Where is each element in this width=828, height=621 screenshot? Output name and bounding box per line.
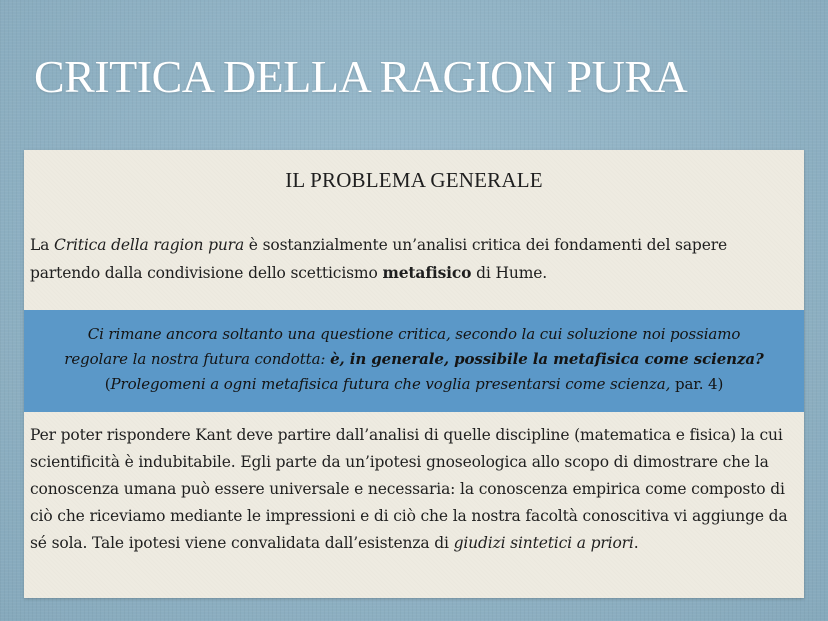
quote-citation-source: Prolegomeni a ogni metafisica futura che voglia presentarsi come scienza, bbox=[110, 375, 671, 393]
quote-line-2 bbox=[24, 347, 804, 372]
intro-keyword: metafisico bbox=[382, 263, 472, 282]
intro-text-2: è sostanzialmente un’analisi critica dei fondamenti del sapere partendo dalla condivisione dello scetticismo bbox=[30, 236, 728, 282]
quote-key-question: è, in generale, possibile la metafisica come scienza? bbox=[330, 350, 764, 368]
slide-title: CRITICA DELLA RAGION PURA bbox=[34, 51, 688, 102]
intro-paragraph bbox=[30, 232, 796, 287]
main-paragraph bbox=[30, 422, 796, 557]
content-panel bbox=[24, 150, 804, 598]
main-text-2: . bbox=[633, 534, 639, 552]
intro-text-1: La bbox=[30, 236, 55, 254]
intro-text-3: di Hume. bbox=[471, 264, 548, 282]
quote-citation bbox=[24, 372, 804, 397]
quote-box bbox=[24, 310, 804, 412]
main-key-term: giudizi sintetici a priori bbox=[453, 534, 634, 552]
quote-citation-ref: par. 4) bbox=[670, 375, 724, 393]
main-text-1: Per poter rispondere Kant deve partire dall’analisi di quelle discipline (matematica e fisica) la cui scientificità è indubitabile. Egli parte da un’ipotesi gnoseologica allo scopo di dimostrare che la conoscenza umana può essere universale e necessaria: la conoscenza empirica come composto di ciò che riceviamo mediante le impressioni e di ciò che la nostra facoltà conoscitiva vi aggiunge da sé sola. Tale ipotesi viene convalidata dall’esistenza di bbox=[30, 426, 788, 552]
section-subtitle: IL PROBLEMA GENERALE bbox=[285, 168, 543, 192]
quote-line-1: Ci rimane ancora soltanto una questione critica, secondo la cui soluzione noi possiamo bbox=[87, 325, 741, 343]
intro-work-title: Critica della ragion pura bbox=[54, 236, 245, 254]
quote-line-2-text: regolare la nostra futura condotta: bbox=[64, 350, 331, 368]
quote-citation-open: ( bbox=[104, 375, 111, 393]
